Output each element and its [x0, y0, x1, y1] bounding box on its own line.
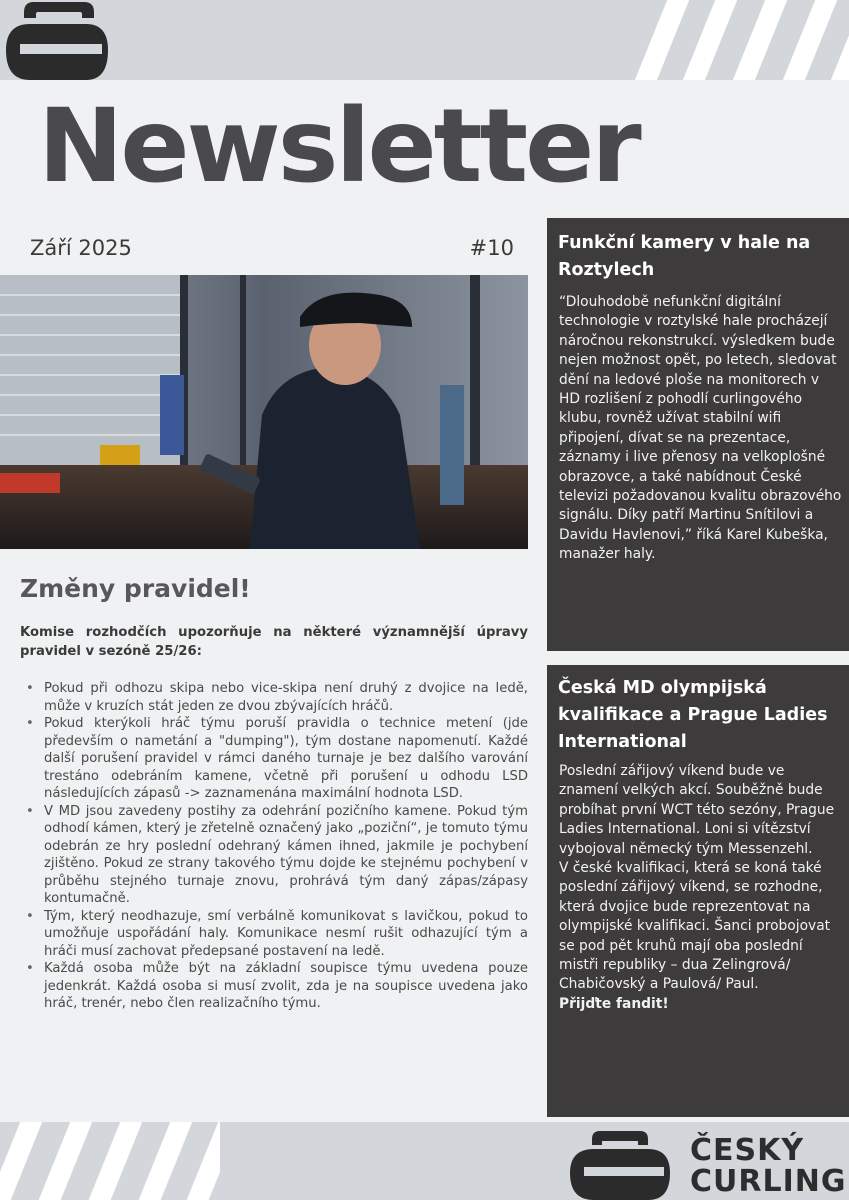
qualification-article-text: [559, 762, 844, 1014]
qualification-article-body-2: V české kvalifikaci, která se koná také poslední zářijový víkend, se rozhodne, která dvojice bude reprezentovat na olympijské kvalifikaci. Šanci probojovat se pod pět kruhů mají oba poslední mistři republiky – dua Zelingrová/ Chabičovský a Paulová/ Paul.: [559, 860, 831, 993]
bottom-stripes: [0, 1122, 220, 1200]
brand-name: [690, 1135, 847, 1197]
list-item: • Každá osoba může být na základní soupisce týmu uvedena pouze jedenkrát. Každá osoba si musí zvolit, zda je na soupisce uvedena jako hráč, trenér, nebo člen realizačního týmu.: [20, 960, 528, 1013]
issue-date: Září 2025: [30, 236, 132, 260]
curling-logo-icon: [566, 1127, 676, 1200]
newsletter-title: Newsletter: [38, 87, 639, 206]
issue-number: #10: [469, 236, 514, 260]
rules-intro: Komise rozhodčích upozorňuje na některé významnější úpravy pravidel v sezóně 25/26:: [20, 625, 528, 659]
list-item: • Pokud při odhozu skipa nebo vice-skipa není druhý z dvojice na ledě, může v kruzích stát jeden ze dvou zbývajících hráčů.: [20, 680, 528, 715]
list-item: • Pokud kterýkoli hráč týmu poruší pravidla o technice metení (jde především o nametání a "dumping"), tým dostane napomenutí. Každé další porušení pravidel v rámci daného turnaje je bez dalšího varování trestáno odebráním kamene, včetně při porušení u odhodu LSD následujících zápasů -> zaznamenána maximální hodnota LSD.: [20, 715, 528, 803]
rules-list: [20, 680, 528, 1013]
cameras-article-box: [547, 218, 849, 651]
qualification-cta: Přijďte fandit!: [559, 995, 669, 1012]
top-band: [0, 0, 849, 80]
list-item: • V MD jsou zavedeny postihy za odehrání pozičního kamene. Pokud tým odhodí kámen, který je zřetelně označený jako „poziční“, je tomuto týmu odebrán ze hry poslední odehraný kámen ihned, jakmile je pochybení zjištěno. Pokud ze strany takového týmu dojde ke stejnému pochybení v průběhu stejného turnaje znovu, prohrává tým daný zápas/zápasy kontumačně.: [20, 803, 528, 908]
qualification-article-box: [547, 665, 849, 1117]
top-stripes: [629, 0, 849, 80]
brand-line-1: ČESKÝ: [690, 1133, 805, 1168]
hero-photo: [0, 275, 528, 549]
qualification-article-heading: Česká MD olympijská kvalifikace a Prague Ladies International: [558, 678, 828, 752]
brand-line-2: CURLING: [690, 1164, 847, 1199]
cameras-article-text: [559, 293, 844, 565]
list-item: • Tým, který neodhazuje, smí verbálně komunikovat s lavičkou, pokud to umožňuje uspořádání haly. Komunikace nesmí rušit odhazující tým a hráči musí zachovat předepsané postavení na ledě.: [20, 908, 528, 961]
curling-logo-icon: [2, 0, 112, 80]
qualification-article-body-1: Poslední zářijový víkend bude ve znamení velkých akcí. Souběžně bude probíhat první WCT této sezóny, Prague Ladies International. Loni si vítězství vybojoval německý tým Messenzehl.: [559, 763, 835, 857]
rules-heading: Změny pravidel!: [20, 574, 251, 603]
cameras-article-body: “Dlouhodobě nefunkční digitální technologie v roztylské hale procházejí náročnou rekonstrukcí. výsledkem bude nejen možnost opět, po letech, sledovat dění na ledové ploše na monitorech v HD rozlišení z pohodlí curlingového klubu, rovněž užívat stabilní wifi připojení, dívat se na prezentace, záznamy i live přenosy na velkoplošné obrazovce, a také nabídnout České televizi požadovanou kvalitu obrazového signálu. Díky patří Martinu Snítilovi a Davidu Havlenovi,” říká Karel Kubeška, manažer haly.: [559, 294, 842, 563]
cameras-article-heading: Funkční kamery v hale na Roztylech: [558, 233, 811, 280]
date-row: [30, 236, 518, 264]
